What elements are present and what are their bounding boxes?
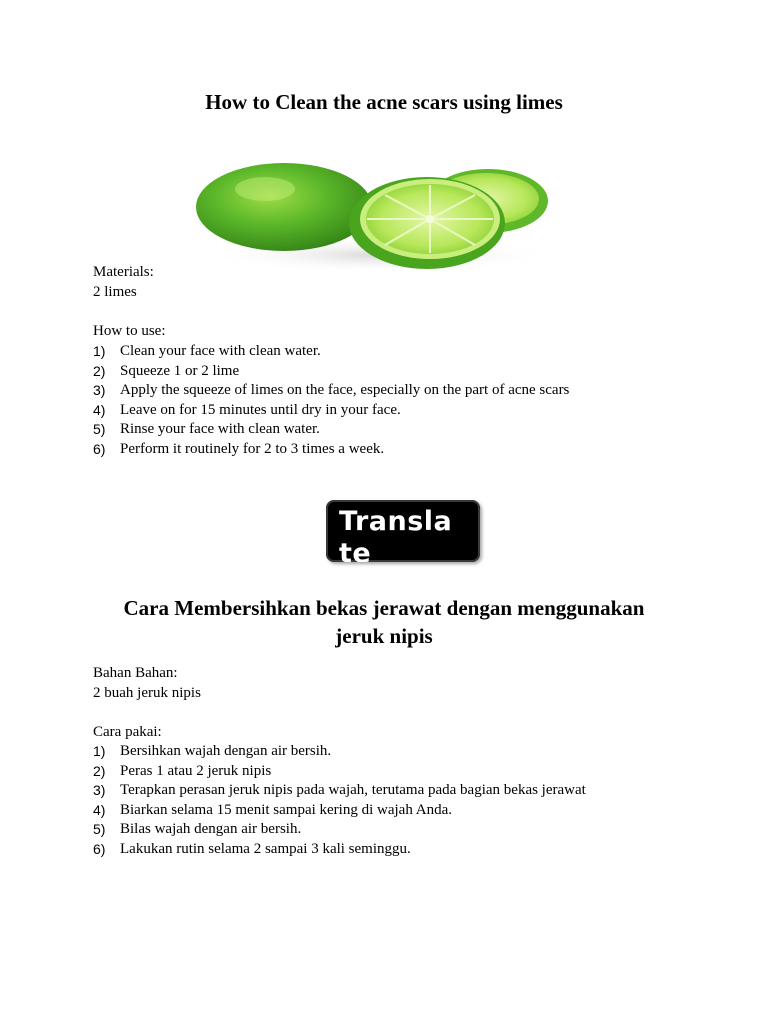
list-item — [93, 820, 675, 840]
step-number: 6) — [93, 840, 106, 857]
step-text: Rinse your face with clean water. — [120, 421, 320, 437]
step-number: 2) — [93, 762, 106, 779]
english-title: How to Clean the acne scars using limes — [205, 90, 563, 114]
list-item — [93, 742, 675, 762]
step-text: Leave on for 15 minutes until dry in your face. — [120, 401, 401, 418]
step-number: 1) — [93, 743, 106, 759]
step-text: Biarkan selama 15 menit sampai kering di wajah Anda. — [120, 801, 452, 818]
step-number: 1) — [93, 343, 106, 359]
step-text: Clean your face with clean water. — [120, 343, 321, 359]
english-howto-label: How to use: — [93, 323, 166, 339]
indonesian-materials-label: Bahan Bahan: — [93, 665, 178, 681]
step-number: 5) — [93, 421, 106, 437]
step-text: Perform it routinely for 2 to 3 times a week. — [120, 440, 385, 457]
step-number: 4) — [93, 401, 106, 418]
indonesian-steps-list — [93, 742, 675, 859]
indonesian-title: Cara Membersihkan bekas jerawat dengan menggunakan jeruk nipis — [123, 596, 645, 648]
step-text: Bersihkan wajah dengan air bersih. — [120, 743, 332, 759]
step-text: Apply the squeeze of limes on the face, especially on the part of acne scars — [120, 382, 570, 398]
step-number: 3) — [93, 382, 106, 398]
list-item — [93, 342, 675, 362]
step-text: Bilas wajah dengan air bersih. — [120, 821, 302, 837]
whole-lime — [196, 163, 372, 251]
list-item — [93, 801, 675, 821]
list-item — [93, 781, 675, 801]
indonesian-materials-item: 2 buah jeruk nipis — [93, 685, 201, 701]
step-number: 4) — [93, 801, 106, 818]
list-item — [93, 401, 675, 421]
translate-button-label: Translate — [339, 506, 453, 562]
step-text: Peras 1 atau 2 jeruk nipis — [120, 762, 272, 779]
list-item — [93, 362, 675, 382]
list-item — [93, 381, 675, 401]
indonesian-howto-label: Cara pakai: — [93, 724, 162, 740]
step-number: 2) — [93, 362, 106, 379]
english-steps-list — [93, 342, 675, 459]
step-number: 6) — [93, 440, 106, 457]
list-item — [93, 840, 675, 860]
english-materials-label: Materials: — [93, 264, 154, 280]
lime-fruit-image — [190, 155, 550, 275]
step-number: 3) — [93, 782, 106, 798]
step-number: 5) — [93, 821, 106, 837]
list-item — [93, 762, 675, 782]
step-text: Lakukan rutin selama 2 sampai 3 kali seminggu. — [120, 840, 411, 857]
translate-button[interactable] — [326, 500, 480, 562]
step-text: Terapkan perasan jeruk nipis pada wajah, terutama pada bagian bekas jerawat — [120, 782, 586, 798]
list-item — [93, 420, 675, 440]
list-item — [93, 440, 675, 460]
step-text: Squeeze 1 or 2 lime — [120, 362, 240, 379]
english-materials-item: 2 limes — [93, 284, 137, 300]
